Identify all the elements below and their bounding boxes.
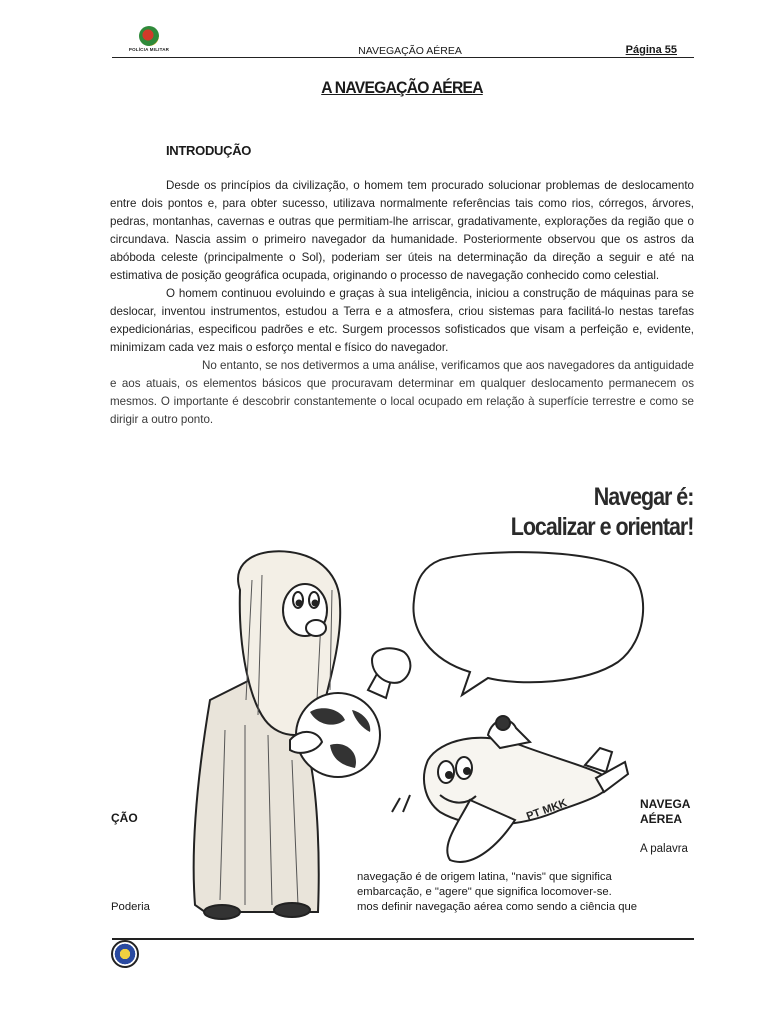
fragment-definition: [357, 870, 694, 915]
nose: [306, 620, 326, 636]
fragment-line-2: embarcação, e "agere" que significa locomover-se.: [357, 886, 612, 898]
old-man-figure: [194, 551, 411, 919]
speech-bubble: [413, 552, 643, 695]
footer-emblem-icon: [111, 940, 139, 968]
page-title: A NAVEGAÇÃO AÉREA: [321, 78, 483, 97]
plane-registration: PT MKK: [524, 797, 569, 823]
slogan-line-1: Navegar é:: [593, 483, 693, 511]
speech-bubble-outline: [413, 552, 643, 695]
slogan-line-2: Localizar e orientar!: [510, 513, 693, 541]
fragment-palavra: A palavra: [640, 843, 688, 855]
fragment-cao: ÇÃO: [111, 811, 138, 825]
section-heading: INTRODUÇÃO: [166, 143, 252, 158]
paragraph-1: Desde os princípios da civilização, o homem tem procurado solucionar problemas de deslocamento entre dois pontos e, para obter sucesso, utilizava normalmente referências tais como rios, córregos, árvores, pedras, montanhas, cavernas e outras que permitiam-lhe arriscar, gradativamente, explorações da região que o circundava. Nascia assim o primeiro navegador da humanidade. Posteriormente observou que os astros da abóboda celeste (principalmente o Sol), poderiam ser úteis na determinação da direção a seguir e até na estimativa de posição geográfica ocupada, originando o processo de navegação conhecido como celestial.: [110, 179, 694, 282]
fragment-line-1: navegação é de origem latina, "navis" que significa: [357, 871, 612, 883]
fragment-poderia: Poderia: [111, 901, 150, 913]
cartoon-airplane: [392, 716, 628, 862]
fragment-navega: NAVEGA: [640, 797, 691, 811]
paragraph-3: No entanto, se nos detivermos a uma análise, verificamos que aos navegadores da antiguidade e aos atuais, os elementos básicos que procuravam determinar em qualquer deslocamento permanecem os mesmos. O importante é descobrir constantemente o local ocupado em relação à superfície terrestre e como se dirigir a outro ponto.: [110, 359, 694, 426]
right-foot: [274, 903, 310, 917]
footer-divider: [112, 938, 694, 940]
fragment-aerea: AÉREA: [640, 812, 683, 826]
fragment-line-3: mos definir navegação aérea como sendo a ciência que: [357, 901, 638, 913]
paragraph-2: O homem continuou evoluindo e graças à sua inteligência, iniciou a construção de máquinas para se deslocar, inventou instrumentos, estudou a Terra e a atmosfera, criou sistemas para facilitá-lo nestas tarefas expedicionárias, especificou padrões e etc. Surgem processos sofisticados que visam a perfeição e, evidente, minimizam cada vez mais o esforço mental e físico do navegador.: [110, 287, 694, 354]
page-number: Página 55: [625, 44, 677, 56]
fuselage: [424, 738, 610, 825]
logo-caption: POLÍCIA MILITAR: [128, 47, 170, 52]
left-foot: [204, 905, 240, 919]
pilot: [496, 716, 510, 730]
header-title: NAVEGAÇÃO AÉREA: [358, 45, 462, 57]
fragment-navegacao-aerea: [640, 797, 690, 827]
